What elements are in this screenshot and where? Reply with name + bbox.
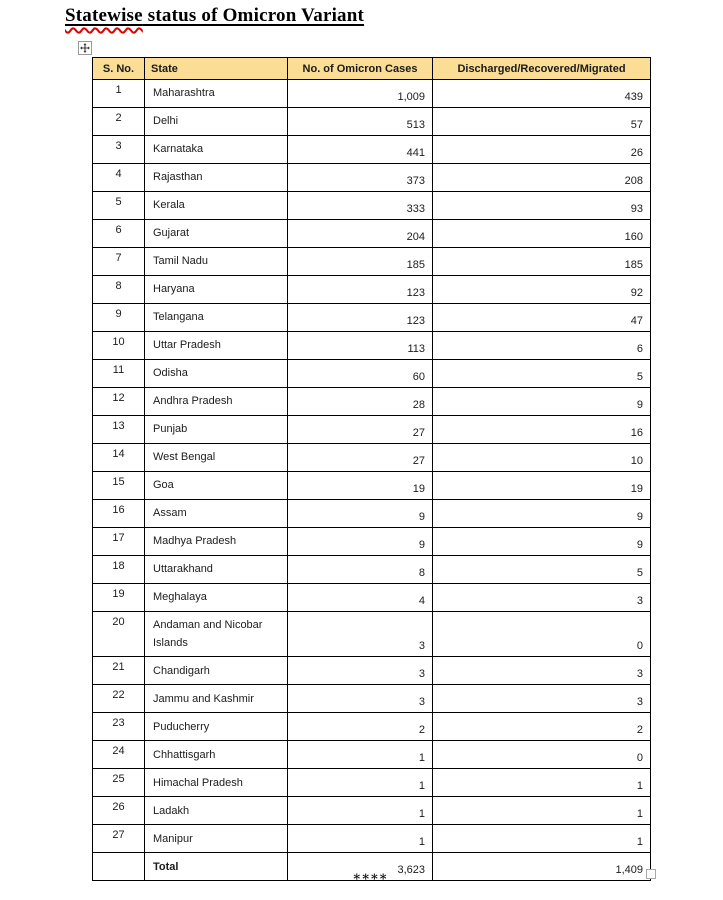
cell-sno: 26: [93, 797, 145, 825]
page-title-rest: status of Omicron Variant: [142, 5, 365, 26]
cell-discharged: 26: [433, 136, 651, 164]
cell-cases: 3: [288, 657, 433, 685]
cell-state: Punjab: [145, 416, 288, 444]
cell-cases: 8: [288, 556, 433, 584]
cell-state: Puducherry: [145, 713, 288, 741]
cell-cases: 113: [288, 332, 433, 360]
cell-state: Telangana: [145, 304, 288, 332]
cell-sno: 11: [93, 360, 145, 388]
cell-discharged: 208: [433, 164, 651, 192]
table-move-handle[interactable]: [78, 41, 92, 55]
cell-discharged: 1: [433, 797, 651, 825]
table-row: [93, 797, 651, 825]
cell-sno: 21: [93, 657, 145, 685]
cell-state: Assam: [145, 500, 288, 528]
cell-discharged: 5: [433, 360, 651, 388]
table-row: [93, 584, 651, 612]
cell-discharged: 5: [433, 556, 651, 584]
cell-sno: 12: [93, 388, 145, 416]
cell-sno: 6: [93, 220, 145, 248]
cell-state: Ladakh: [145, 797, 288, 825]
cell-sno: 17: [93, 528, 145, 556]
column-header-state: State: [145, 58, 288, 80]
table-row: [93, 220, 651, 248]
cell-discharged: 160: [433, 220, 651, 248]
cell-state: Kerala: [145, 192, 288, 220]
cell-state: Manipur: [145, 825, 288, 853]
table-row: [93, 136, 651, 164]
cell-cases: 60: [288, 360, 433, 388]
cell-sno: 19: [93, 584, 145, 612]
cell-sno: 23: [93, 713, 145, 741]
cell-state: Jammu and Kashmir: [145, 685, 288, 713]
cell-cases: 1: [288, 769, 433, 797]
cell-discharged: 0: [433, 612, 651, 657]
cell-state: Delhi: [145, 108, 288, 136]
page-title: [65, 5, 364, 27]
cell-cases: 3: [288, 685, 433, 713]
cell-state: Andhra Pradesh: [145, 388, 288, 416]
cell-cases: 27: [288, 444, 433, 472]
table-row: [93, 416, 651, 444]
cell-state: Uttarakhand: [145, 556, 288, 584]
cell-sno: 10: [93, 332, 145, 360]
cell-discharged: 3: [433, 685, 651, 713]
cell-cases: 1: [288, 741, 433, 769]
total-label-cell: Total: [145, 853, 288, 881]
table-row: [93, 713, 651, 741]
table-row: [93, 444, 651, 472]
cell-state: Andaman and Nicobar Islands: [145, 612, 288, 657]
cell-sno: 5: [93, 192, 145, 220]
cell-state: Meghalaya: [145, 584, 288, 612]
cell-cases: 441: [288, 136, 433, 164]
cell-cases: 2: [288, 713, 433, 741]
cell-discharged: 9: [433, 388, 651, 416]
cell-sno: 1: [93, 80, 145, 108]
cell-discharged: 10: [433, 444, 651, 472]
table-row: [93, 108, 651, 136]
cell-cases: 123: [288, 276, 433, 304]
table-row: [93, 741, 651, 769]
table-row: [93, 657, 651, 685]
table-row: [93, 248, 651, 276]
cell-discharged: 47: [433, 304, 651, 332]
cell-state: Gujarat: [145, 220, 288, 248]
cell-state: Chhattisgarh: [145, 741, 288, 769]
cell-cases: 1: [288, 825, 433, 853]
cell-state: West Bengal: [145, 444, 288, 472]
cell-discharged: 1: [433, 825, 651, 853]
cell-discharged: 3: [433, 657, 651, 685]
cell-discharged: 9: [433, 528, 651, 556]
cell-discharged: 9: [433, 500, 651, 528]
table-row: [93, 80, 651, 108]
table-row: [93, 685, 651, 713]
cell-sno: 20: [93, 612, 145, 657]
four-way-move-arrow-icon: [80, 43, 90, 53]
cell-cases: 9: [288, 528, 433, 556]
cell-cases: 1: [288, 797, 433, 825]
cell-discharged: 93: [433, 192, 651, 220]
omicron-status-table: [92, 57, 651, 881]
table-row: [93, 825, 651, 853]
cell-cases: 9: [288, 500, 433, 528]
cell-sno: 25: [93, 769, 145, 797]
column-header-cases: No. of Omicron Cases: [288, 58, 433, 80]
cell-sno: 27: [93, 825, 145, 853]
cell-state: Chandigarh: [145, 657, 288, 685]
table-row: [93, 556, 651, 584]
cell-state: Odisha: [145, 360, 288, 388]
cell-state: Uttar Pradesh: [145, 332, 288, 360]
cell-discharged: 3: [433, 584, 651, 612]
cell-sno: 13: [93, 416, 145, 444]
table-header-row: [93, 58, 651, 80]
cell-cases: 28: [288, 388, 433, 416]
table-row: [93, 304, 651, 332]
cell-sno: 8: [93, 276, 145, 304]
cell-discharged: 16: [433, 416, 651, 444]
cell-cases: 204: [288, 220, 433, 248]
cell-cases: 19: [288, 472, 433, 500]
cell-sno: 2: [93, 108, 145, 136]
total-cases-cell: 3,623: [288, 853, 433, 881]
total-discharged-cell: 1,409: [433, 853, 651, 881]
cell-sno: 7: [93, 248, 145, 276]
cell-sno: 18: [93, 556, 145, 584]
cell-state: Rajasthan: [145, 164, 288, 192]
table-row: [93, 472, 651, 500]
cell-sno: 16: [93, 500, 145, 528]
cell-state: Karnataka: [145, 136, 288, 164]
cell-state: Tamil Nadu: [145, 248, 288, 276]
table-row: [93, 612, 651, 657]
cell-cases: 373: [288, 164, 433, 192]
cell-discharged: 92: [433, 276, 651, 304]
cell-discharged: 0: [433, 741, 651, 769]
table-row: [93, 276, 651, 304]
cell-discharged: 2: [433, 713, 651, 741]
cell-sno: 9: [93, 304, 145, 332]
cell-cases: 3: [288, 612, 433, 657]
cell-cases: 333: [288, 192, 433, 220]
cell-discharged: 1: [433, 769, 651, 797]
cell-state: Maharashtra: [145, 80, 288, 108]
page-title-misspelled-word: Statewise: [65, 5, 143, 26]
cell-state: Haryana: [145, 276, 288, 304]
cell-sno: 15: [93, 472, 145, 500]
cell-cases: 1,009: [288, 80, 433, 108]
table-row: [93, 769, 651, 797]
cell-discharged: 6: [433, 332, 651, 360]
cell-cases: 513: [288, 108, 433, 136]
cell-discharged: 19: [433, 472, 651, 500]
cell-cases: 27: [288, 416, 433, 444]
cell-sno: 3: [93, 136, 145, 164]
cell-state: Madhya Pradesh: [145, 528, 288, 556]
table-row: [93, 388, 651, 416]
column-header-discharged: Discharged/Recovered/Migrated: [433, 58, 651, 80]
table-row: [93, 164, 651, 192]
cell-sno: 4: [93, 164, 145, 192]
column-header-sno: S. No.: [93, 58, 145, 80]
table-row: [93, 360, 651, 388]
cell-cases: 123: [288, 304, 433, 332]
cell-discharged: 57: [433, 108, 651, 136]
table-row: [93, 528, 651, 556]
cell-sno: 22: [93, 685, 145, 713]
table-row: [93, 332, 651, 360]
cell-discharged: 439: [433, 80, 651, 108]
table-row: [93, 192, 651, 220]
cell-discharged: 185: [433, 248, 651, 276]
table-row: [93, 500, 651, 528]
footer-marks: ****: [353, 872, 389, 887]
cell-cases: 4: [288, 584, 433, 612]
cell-sno: 14: [93, 444, 145, 472]
table-body: [93, 80, 651, 853]
cell-state: Goa: [145, 472, 288, 500]
cell-sno: 24: [93, 741, 145, 769]
cell-cases: 185: [288, 248, 433, 276]
cell-state: Himachal Pradesh: [145, 769, 288, 797]
